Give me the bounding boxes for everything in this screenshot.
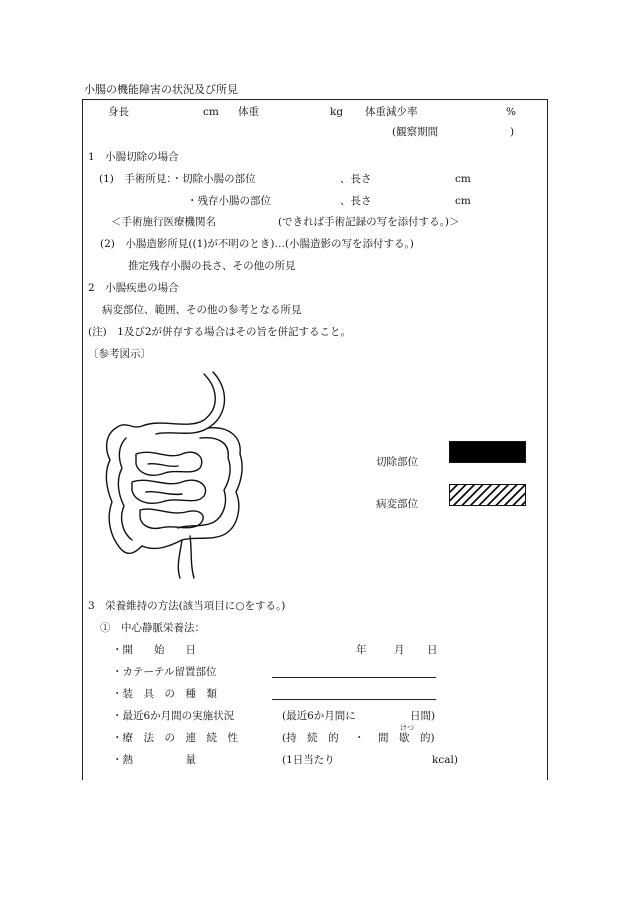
observation-close: ) [510,126,515,138]
height-label: 身長 [108,106,129,118]
recent-status-open: (最近6か月間に [282,710,356,722]
calorie-unit: kcal) [432,754,458,766]
catheter-site-field[interactable] [272,677,436,678]
legend-lesion-swatch [449,484,526,506]
contrast-findings: (2) 小腸造影所見((1)が不明のとき)…(小腸造影の写を添付する。) [100,238,414,250]
legend-excision-swatch [449,441,526,463]
reference-label: 〔参考図示〕 [88,348,151,360]
start-date-label: ・開 始 日 [112,644,196,656]
remaining-length-unit: cm [455,195,471,207]
recent-status-label: ・最近6か月間の実施状況 [112,710,235,722]
form-title: 小腸の機能障害の状況及び所見 [84,83,238,96]
excision-length-label: 、長さ [340,173,372,185]
recent-status-close: 日間) [410,710,436,722]
start-month: 月 [394,644,405,656]
start-year: 年 [356,644,367,656]
furigana: けつ [400,724,414,732]
start-day: 日 [427,644,438,656]
observation-open: (観察期間 [392,126,439,138]
excision-length-unit: cm [455,173,471,185]
intermittent-option[interactable]: 間 歇 的) [378,732,435,744]
section2-detail: 病変部位、範囲、その他の参考となる所見 [102,304,302,316]
weight-unit: kg [330,106,344,118]
intestine-illustration [96,368,256,583]
section2-heading: 2 小腸疾患の場合 [88,282,179,294]
calorie-label: ・熱 量 [112,754,196,766]
weight-label: 体重 [238,106,259,118]
device-label: ・装 具 の 種 類 [112,688,217,700]
continuous-option[interactable]: (持 続 的 [282,732,339,744]
option-separator: ・ [354,732,365,744]
height-unit: cm [203,106,219,118]
continuity-label: ・療 法 の 連 続 性 [112,732,238,744]
institution-note: (できれば手術記録の写を添付する。)＞ [278,216,460,228]
remaining-length-label: 、長さ [340,195,372,207]
legend-excision-label: 切除部位 [376,456,418,468]
remaining-site-label: ・残存小腸の部位 [187,195,271,207]
section3-heading: 3 栄養維持の方法(該当項目に○をする。) [88,600,286,612]
device-type-field[interactable] [272,699,436,700]
section1-heading: 1 小腸切除の場合 [88,151,179,163]
calorie-open: (1日当たり [282,754,335,766]
institution-label: ＜手術施行医療機関名 [111,216,216,228]
surgery-excision-label: (1) 手術所見：・切除小腸の部位 [99,173,256,185]
weight-loss-label: 体重減少率 [365,106,418,118]
note: (注) 1及び2が併存する場合はその旨を併記すること。 [88,326,352,338]
catheter-label: ・カテーテル留置部位 [112,666,217,678]
legend-lesion-label: 病変部位 [376,498,418,510]
weight-loss-unit: % [506,106,516,118]
contrast-detail: 推定残存小腸の長さ、その他の所見 [128,260,296,272]
tpn-heading: ① 中心静脈栄養法： [100,622,205,634]
